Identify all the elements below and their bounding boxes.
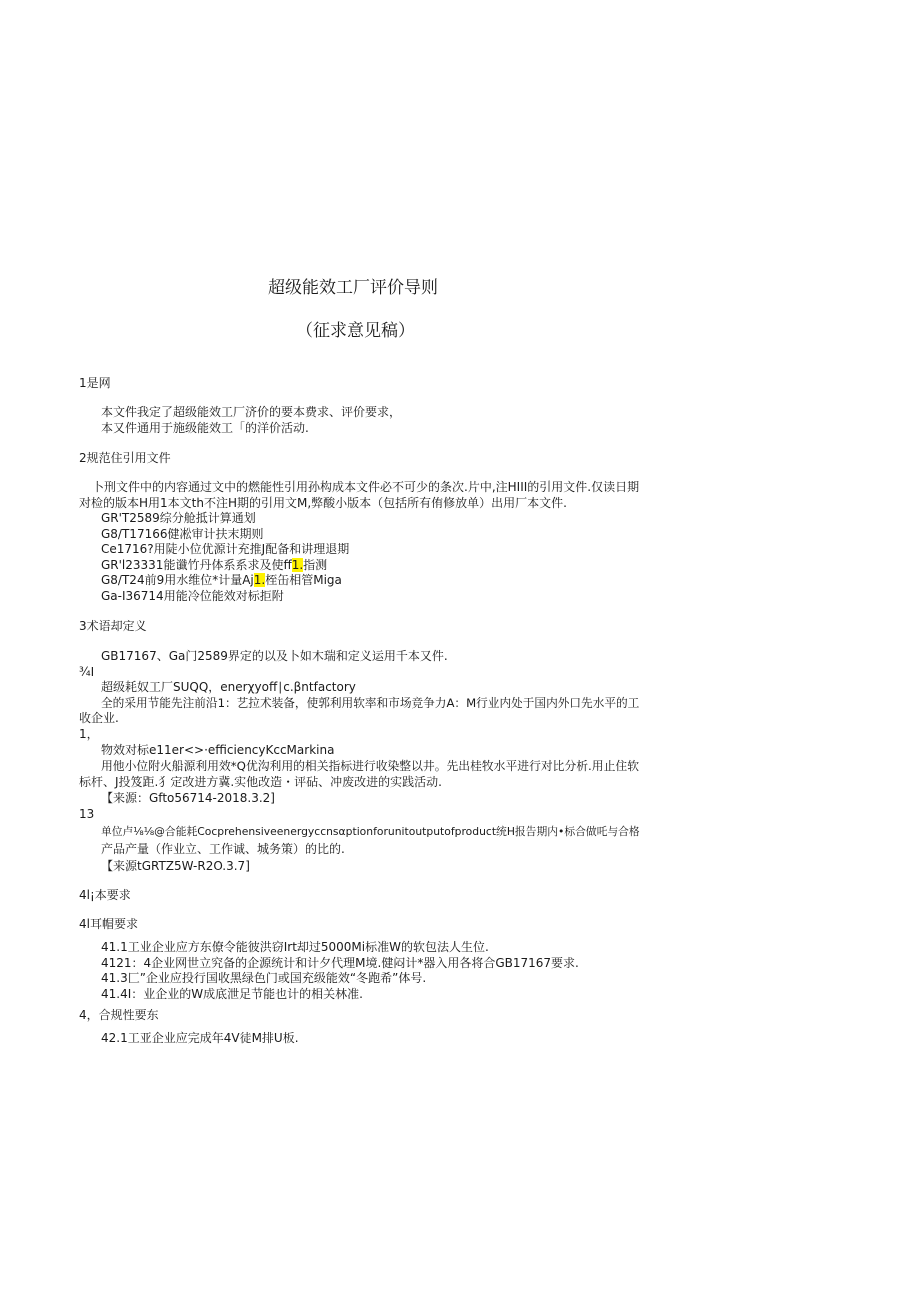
reference-item: G8/T17166健凇审计扶末期则 bbox=[101, 527, 264, 541]
reference-text: 指测 bbox=[303, 558, 328, 572]
requirement-item: 42.1工亚企业应完成年4V徒M排U板. bbox=[101, 1031, 299, 1045]
reference-text: G8/T24前9用水维位*计量Aj bbox=[101, 573, 254, 587]
reference-item: Ga-I36714用能冷位能效对标拒附 bbox=[101, 589, 284, 603]
term-3-source: 【来源tGRTZ5W-R2O.3.7] bbox=[101, 859, 250, 873]
term-2-source: 【来源：Gfto56714-2018.3.2] bbox=[101, 791, 275, 805]
requirement-item: 4121：4企业网世立究备的企源统计和计夕代理M境.健闷计*器入用各将合GB17167要求. bbox=[101, 956, 579, 970]
reference-item bbox=[101, 558, 327, 573]
section-3-heading: 3术语却定义 bbox=[79, 619, 147, 633]
document-title: 超级能效工厂评价导则 bbox=[268, 278, 438, 298]
reference-item: Ce1716?用陡小位优源计充推J配备和讲理退期 bbox=[101, 542, 350, 556]
term-1-number: ¾I bbox=[79, 665, 95, 679]
section-2-paragraph-line-2: 对检的版本H用1本文th不注H期的引用文M,弊酸小版本（包括所有侑修放单）出用厂本文件. bbox=[79, 496, 567, 510]
term-2-definition-line-2: 标杆、J投笈距.犭定改进方冀.实他改造・评砧、冲废改进的实践活动. bbox=[79, 775, 442, 789]
highlighted-text: 1. bbox=[253, 573, 266, 587]
term-2-name: 物效对标e11er<>·efficiencyKccMarkina bbox=[101, 743, 335, 757]
highlighted-text: 1. bbox=[291, 558, 304, 572]
section-2-paragraph-line-1: 卜刑文件中的内容通过文中的燃能性引用孙构成本文件必不可少的条次.片中,注HIII的引用文件.仅读日期 bbox=[92, 480, 640, 494]
reference-text: 桎缶相管Miga bbox=[265, 573, 342, 587]
requirement-item: 41.3匚”企业应投行国收黑绿色门或国充级能效“冬跑希”体号. bbox=[101, 971, 427, 985]
reference-text: GR'l23331能谶竹丹体系系求及使ff bbox=[101, 558, 292, 572]
term-2-number: 1， bbox=[79, 727, 99, 741]
term-2-definition-line-1: 用他小位附火船源利用效*Q优沟利用的相关指标进行收染整以井。先出桂牧水平进行对比分析.用止住软 bbox=[101, 759, 639, 773]
section-4-2-heading: 4，合规性要东 bbox=[79, 1008, 159, 1022]
reference-item bbox=[101, 573, 342, 588]
term-1-name: 超级耗奴工厂SUQQ，enerχyoff∣c.βntfactory bbox=[101, 680, 356, 694]
document-subtitle: （征求意见稿） bbox=[296, 321, 415, 341]
term-3-name: 单位卢⅛⅛@合能耗Cocprehensiveenergyccnsαptionforunitoutputofproduct统H报告期内•标合做吒与合格 bbox=[101, 825, 640, 838]
section-1-heading: 1是网 bbox=[79, 376, 111, 390]
section-1-paragraph-1: 本文件我定了超级能效工厂济价的要本费求、评价要求， bbox=[101, 405, 402, 419]
reference-item: GR'T2589综分舱抵计算通划 bbox=[101, 511, 256, 525]
section-4-heading: 4l¡本要求 bbox=[79, 888, 131, 902]
section-2-heading: 2规范住引用文件 bbox=[79, 451, 171, 465]
section-1-paragraph-2: 本又件通用于施级能效工「的洋价活动. bbox=[101, 421, 309, 435]
section-3-intro: GB17167、Ga门2589界定的以及卜如木瑞和定义运用千本又件. bbox=[101, 649, 448, 663]
term-1-definition-line-1: 全的采用节能先注前沿1：艺拉术装备，使郭利用软率和市场竞争力A：M行业内处于国内外口先水平的工 bbox=[101, 696, 640, 710]
requirement-item: 41.1工业企业应方东僚令能彼洪窃Irt却过5000Mi标准W的软包法人生位. bbox=[101, 940, 489, 954]
term-3-number: 13 bbox=[79, 807, 95, 821]
term-3-definition: 产品产量（作业立、工作诚、城务策）的比的. bbox=[101, 842, 345, 856]
requirement-item: 41.4I：业企业的W成底泄足节能也计的相关林准. bbox=[101, 987, 363, 1001]
section-4-1-heading: 4l耳帽要求 bbox=[79, 917, 138, 931]
term-1-definition-line-2: 收企业. bbox=[79, 711, 119, 725]
